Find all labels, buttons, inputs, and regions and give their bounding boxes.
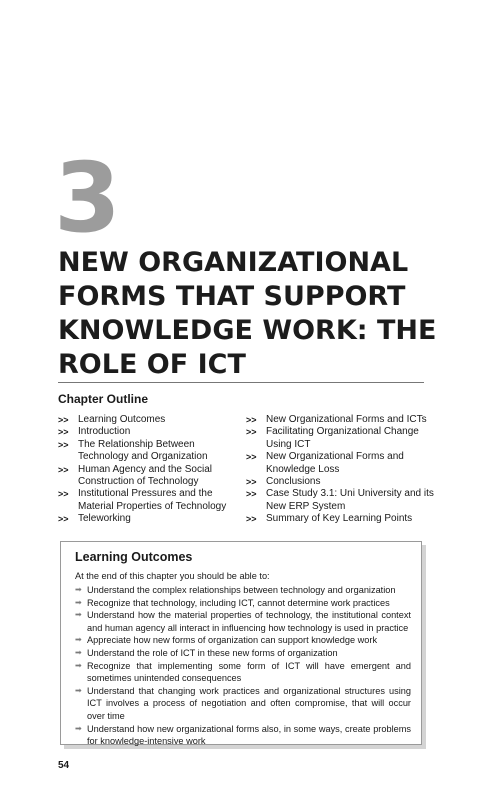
- outline-item: [246, 414, 436, 426]
- outline-item-label: Case Study 3.1: Uni University and its New ERP System: [266, 488, 434, 512]
- learning-outcome-text: Understand how the material properties of technology, the institutional context and human agency all interact in influencing how technology is used in practice: [87, 610, 411, 633]
- learning-outcome-item: [75, 609, 411, 634]
- learning-outcome-item: [75, 647, 411, 660]
- learning-outcome-item: [75, 584, 411, 597]
- outline-marker: >>: [246, 452, 257, 463]
- outline-marker: >>: [58, 439, 69, 450]
- learning-outcomes-list: [75, 584, 411, 748]
- outline-item-label: Human Agency and the Social Construction of Technology: [78, 463, 212, 488]
- outline-right-column: [246, 414, 436, 526]
- learning-outcome-item: [75, 660, 411, 685]
- outline-item-label: Introduction: [78, 426, 131, 438]
- learning-outcomes-box: [60, 541, 422, 745]
- arrow-right-icon: ➡: [75, 685, 82, 695]
- outline-item-label: Summary of Key Learning Points: [266, 513, 413, 525]
- arrow-right-icon: ➡: [75, 610, 82, 620]
- outline-marker: >>: [58, 489, 69, 500]
- page-number: 54: [58, 760, 70, 771]
- outline-item: [58, 426, 230, 438]
- chapter-outline-heading: Chapter Outline: [58, 392, 149, 406]
- arrow-right-icon: ➡: [75, 660, 82, 670]
- learning-outcome-text: Understand how new organizational forms also, in some ways, create problems for knowledge-intensive work: [87, 723, 411, 747]
- outline-item-label: Learning Outcomes: [78, 414, 166, 425]
- learning-outcome-text: Recognize that technology, including ICT, cannot determine work practices: [87, 597, 390, 608]
- arrow-right-icon: ➡: [75, 597, 82, 607]
- outline-item: [58, 513, 230, 525]
- learning-outcome-item: [75, 723, 411, 748]
- chapter-number: 3: [54, 142, 119, 254]
- learning-outcome-item: [75, 597, 411, 610]
- outline-marker: >>: [58, 514, 69, 525]
- learning-outcome-text: Recognize that implementing some form of ICT will have emergent and sometimes unintended consequences: [87, 660, 411, 684]
- outline-item-label: Institutional Pressures and the Material Properties of Technology: [78, 488, 227, 512]
- outline-item-label: New Organizational Forms and Knowledge Loss: [266, 451, 404, 475]
- outline-item: [246, 513, 436, 525]
- outline-marker: >>: [246, 489, 257, 500]
- chapter-title: NEW ORGANIZATIONAL FORMS THAT SUPPORT KNOWLEDGE WORK: THE ROLE OF ICT: [58, 247, 437, 380]
- learning-outcome-text: Appreciate how new forms of organization can support knowledge work: [87, 635, 378, 646]
- outline-marker: >>: [246, 514, 257, 525]
- title-divider: [58, 382, 424, 383]
- learning-outcome-text: Understand the role of ICT in these new forms of organization: [87, 647, 338, 658]
- outline-item: [58, 488, 230, 513]
- outline-marker: >>: [246, 427, 257, 438]
- outline-marker: >>: [58, 427, 69, 438]
- outline-item: [246, 476, 436, 488]
- arrow-right-icon: ➡: [75, 723, 82, 733]
- outline-item-label: The Relationship Between Technology and Organization: [78, 438, 208, 463]
- outline-marker: >>: [246, 477, 257, 488]
- outline-item: [246, 488, 436, 513]
- outline-marker: >>: [58, 415, 69, 425]
- outline-item-label: Facilitating Organizational Change Using ICT: [266, 426, 419, 450]
- outline-item: [246, 426, 436, 451]
- outline-marker: >>: [58, 464, 69, 475]
- outline-item-label: New Organizational Forms and ICTs: [266, 414, 427, 425]
- outline-left-column: [58, 414, 230, 526]
- outline-item-label: Conclusions: [266, 476, 321, 488]
- learning-outcome-text: Understand that changing work practices and organizational structures using ICT involves a process of negotiation and often compromise, that will occur over time: [87, 685, 411, 721]
- outline-item: [58, 439, 230, 464]
- learning-outcomes-title: Learning Outcomes: [75, 550, 193, 564]
- learning-outcome-item: [75, 685, 411, 723]
- arrow-right-icon: ➡: [75, 635, 82, 645]
- arrow-right-icon: ➡: [75, 585, 82, 594]
- arrow-right-icon: ➡: [75, 647, 82, 657]
- outline-marker: >>: [246, 415, 257, 425]
- outline-item: [58, 414, 230, 426]
- outline-item: [246, 451, 436, 476]
- learning-outcomes-intro: At the end of this chapter you should be able to:: [75, 571, 270, 581]
- learning-outcome-text: Understand the complex relationships between technology and organization: [87, 585, 396, 595]
- learning-outcome-item: [75, 634, 411, 647]
- outline-item-label: Teleworking: [78, 513, 131, 525]
- outline-item: [58, 464, 230, 489]
